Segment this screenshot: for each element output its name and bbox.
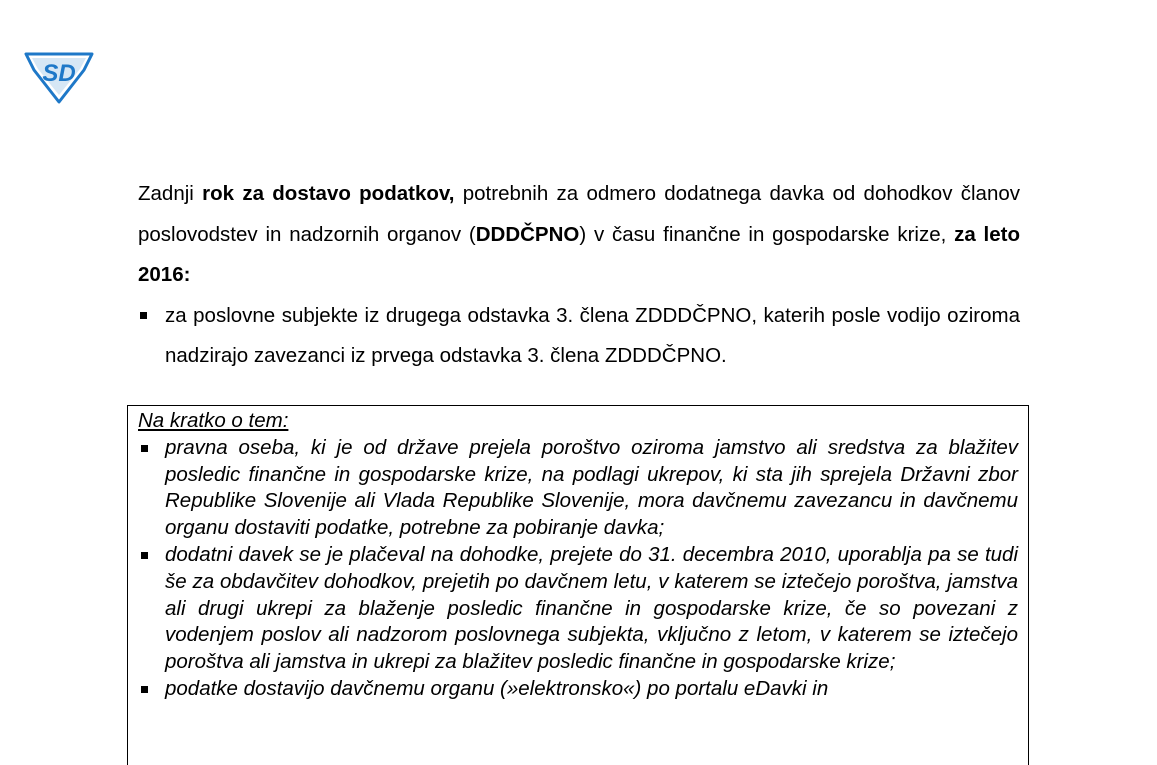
list-item — [138, 542, 1018, 676]
intro-text-3: ) v času finančne in gospodarske krize, — [579, 222, 955, 246]
intro-bullet-text: za poslovne subjekte iz drugega odstavka 3. člena ZDDDČPNO, katerih posle vodijo oziroma nadzirajo zavezanci iz prvega odstavka 3. člena ZDDDČPNO. — [165, 303, 1020, 367]
intro-section — [138, 174, 1020, 377]
intro-text-2: potrebnih za odmero dodatnega davka od dohodkov članov poslovodstev in nadzornih organov ( — [138, 182, 1021, 246]
summary-list — [138, 435, 1018, 703]
shield-logo-icon — [22, 48, 96, 104]
intro-bold-year: za leto 2016: — [138, 222, 1020, 286]
square-bullet-icon — [141, 552, 148, 559]
list-item — [138, 676, 1018, 703]
intro-text-1: Zadnji — [138, 182, 203, 205]
list-item-text: pravna oseba, ki je od države prejela poroštvo oziroma jamstvo ali sredstva za blažitev posledic finančne in gospodarske krize, na podlagi ukrepov, ki sta jih sprejela Državni zbor Republike Slovenije ali Vlada Republike Slovenije, mora davčnemu zavezancu in davčnemu organu dostaviti podatke, potrebne za pobiranje davka; — [165, 435, 1018, 540]
square-bullet-icon — [141, 445, 148, 452]
summary-box-title: Na kratko o tem: — [138, 409, 289, 432]
square-bullet-icon — [141, 686, 148, 693]
intro-bold-abbrev: DDDČPNO — [475, 222, 580, 246]
list-item-text: podatke dostavijo davčnemu organu (»elektronsko«) po portalu eDavki in — [165, 676, 829, 700]
list-item-text: dodatni davek se je plačeval na dohodke, prejete do 31. decembra 2010, uporablja pa se tudi še za obdavčitev dohodkov, prejetih po davčnem letu, v katerem se iztečejo poroštva, jamstva ali drugi ukrepi za blaženje posledic finančne in gospodarske krize, če so povezani z vodenjem poslov ali nadzorom poslovnega subjekta, vključno z letom, v katerem se iztečejo poroštva ali jamstva in ukrepi za blažitev posledic finančne in gospodarske krize; — [165, 542, 1018, 674]
intro-bold-deadline: rok za dostavo podatkov, — [202, 182, 455, 205]
square-bullet-icon — [140, 312, 147, 319]
intro-bullet — [138, 296, 1020, 377]
summary-box — [127, 405, 1029, 765]
intro-paragraph — [138, 174, 1020, 296]
list-item — [138, 435, 1018, 542]
logo-letters: SD — [42, 60, 76, 87]
